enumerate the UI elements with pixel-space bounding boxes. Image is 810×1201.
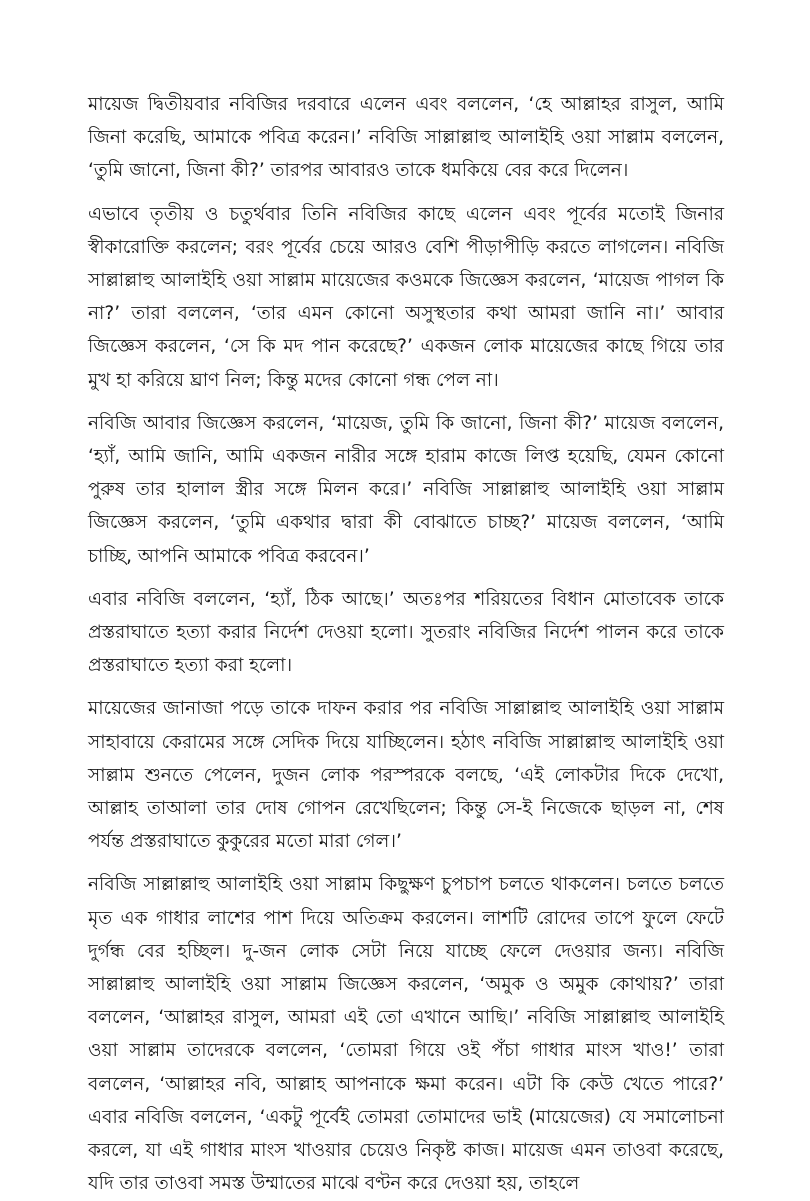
paragraph-5: মায়েজের জানাজা পড়ে তাকে দাফন করার পর নবিজি সাল্লাল্লাহু আলাইহি ওয়া সাল্লাম সাহাবায়ে কেরামের সঙ্গে সেদিক দিয়ে যাচ্ছিলেন। হঠাৎ নবিজি সাল্লাল্লাহু আলাইহি ওয়া সাল্লাম শুনতে পেলেন, দুজন লোক পরস্পরকে বলছে, ‘এই লোকটার দিকে দেখো, আল্লাহ তাআলা তার দোষ গোপন রেখেছিলেন; কিন্তু সে-ই নিজেকে ছাড়ল না, শেষ পর্যন্ত প্রস্তরাঘাতে কুকুরের মতো মারা গেল।’ [88,698,724,853]
paragraph-2: এভাবে তৃতীয় ও চতুর্থবার তিনি নবিজির কাছে এলেন এবং পূর্বের মতোই জিনার স্বীকারোক্তি করলেন; বরং পূর্বের চেয়ে আরও বেশি পীড়াপীড়ি করতে লাগলেন। নবিজি সাল্লাল্লাহু আলাইহি ওয়া সাল্লাম মায়েজের কওমকে জিজ্ঞেস করলেন, ‘মায়েজ পাগল কি না?’ তারা বললেন, ‘তার এমন কোনো অসুস্থতার কথা আমরা জানি না।’ আবার জিজ্ঞেস করলেন, ‘সে কি মদ পান করেছে?’ একজন লোক মায়েজের কাছে গিয়ে তার মুখ হা করিয়ে ঘ্রাণ নিল; কিন্তু মদের কোনো গন্ধ পেল না। [88,203,724,391]
paragraph-4: এবার নবিজি বললেন, ‘হ্যাঁ, ঠিক আছে।’ অতঃপর শরিয়তের বিধান মোতাবেক তাকে প্রস্তরাঘাতে হত্যা করার নির্দেশ দেওয়া হলো। সুতরাং নবিজির নির্দেশ পালন করে তাকে প্রস্তরাঘাতে হত্যা করা হলো। [88,588,724,677]
document-page [88,88,724,1201]
paragraph-6: নবিজি সাল্লাল্লাহু আলাইহি ওয়া সাল্লাম কিছুক্ষণ চুপচাপ চলতে থাকলেন। চলতে চলতে মৃত এক গাধার লাশের পাশ দিয়ে অতিক্রম করলেন। লাশটি রোদের তাপে ফুলে ফেটে দুর্গন্ধ বের হচ্ছিল। দু-জন লোক সেটা নিয়ে যাচ্ছে ফেলে দেওয়ার জন্য। নবিজি সাল্লাল্লাহু আলাইহি ওয়া সাল্লাম জিজ্ঞেস করলেন, ‘অমুক ও অমুক কোথায়?’ তারা বললেন, ‘আল্লাহর রাসুল, আমরা এই তো এখানে আছি।’ নবিজি সাল্লাল্লাহু আলাইহি ওয়া সাল্লাম তাদেরকে বললেন, ‘তোমরা গিয়ে ওই পঁচা গাধার মাংস খাও!’ তারা বললেন, ‘আল্লাহর নবি, আল্লাহ আপনাকে ক্ষমা করেন। এটা কি কেউ খেতে পারে?’ এবার নবিজি বললেন, ‘একটু পূর্বেই তোমরা তোমাদের ভাই (মায়েজের) যে সমালোচনা করলে, যা এই গাধার মাংস খাওয়ার চেয়েও নিকৃষ্ট কাজ। মায়েজ এমন তাওবা করেছে, যদি তার তাওবা সমস্ত উম্মাতের মাঝে বণ্টন করে দেওয়া হয়, তাহলে [88,874,724,1195]
paragraph-1: মায়েজ দ্বিতীয়বার নবিজির দরবারে এলেন এবং বললেন, ‘হে আল্লাহর রাসুল, আমি জিনা করেছি, আমাকে পবিত্র করেন।’ নবিজি সাল্লাল্লাহু আলাইহি ওয়া সাল্লাম বললেন, ‘তুমি জানো, জিনা কী?’ তারপর আবারও তাকে ধমকিয়ে বের করে দিলেন। [88,94,724,182]
paragraph-3: নবিজি আবার জিজ্ঞেস করলেন, ‘মায়েজ, তুমি কি জানো, জিনা কী?’ মায়েজ বললেন, ‘হ্যাঁ, আমি জানি, আমি একজন নারীর সঙ্গে হারাম কাজে লিপ্ত হয়েছি, যেমন কোনো পুরুষ তার হালাল স্ত্রীর সঙ্গে মিলন করে।’ নবিজি সাল্লাল্লাহু আলাইহি ওয়া সাল্লাম জিজ্ঞেস করলেন, ‘তুমি একথার দ্বারা কী বোঝাতে চাচ্ছ?’ মায়েজ বললেন, ‘আমি চাচ্ছি, আপনি আমাকে পবিত্র করবেন।’ [88,412,724,567]
